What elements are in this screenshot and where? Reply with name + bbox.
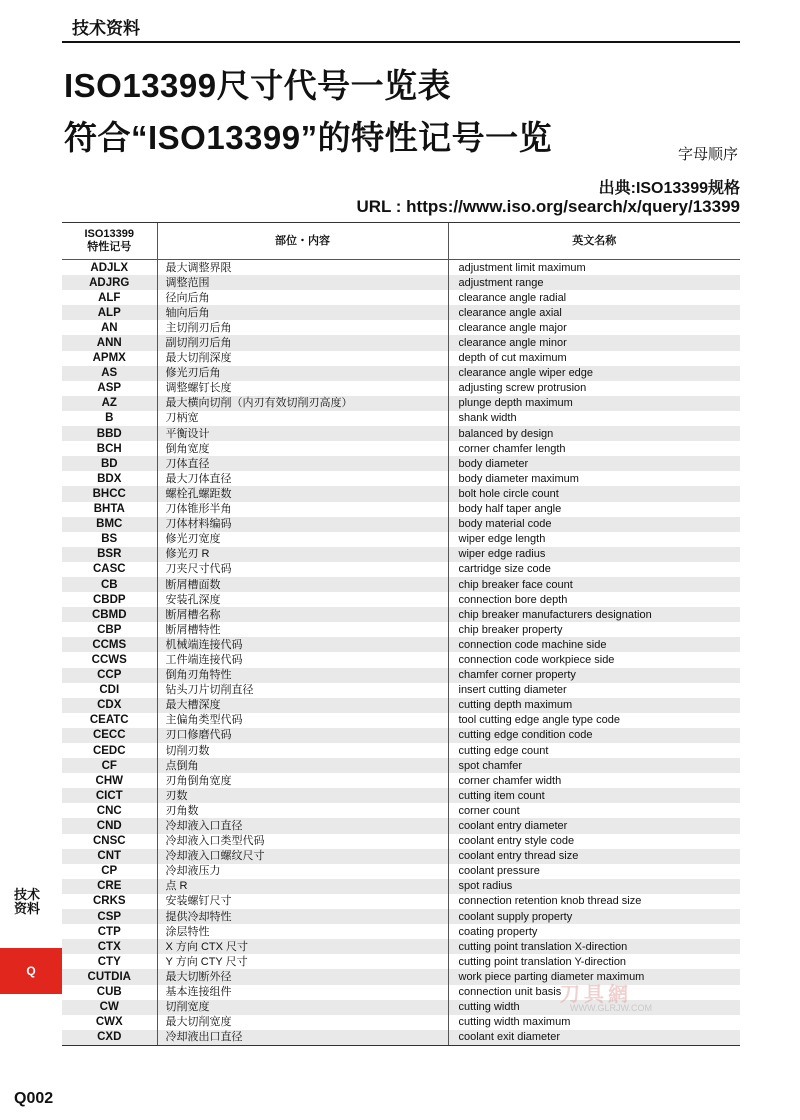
cell-code: CECC xyxy=(62,728,157,743)
table-row xyxy=(62,622,740,637)
cell-part: 涂层特性 xyxy=(157,924,448,939)
cell-code: CWX xyxy=(95,1016,123,1029)
cell-english: cutting width xyxy=(448,1000,740,1015)
cell-code: CBP xyxy=(97,623,122,636)
table-row xyxy=(62,426,740,441)
cell-part: 倒角宽度 xyxy=(157,441,448,456)
table-row xyxy=(62,290,740,305)
header-code-line1: ISO13399 xyxy=(84,228,135,240)
cell-english: clearance angle axial xyxy=(448,305,740,320)
cell-part: 刀柄宽 xyxy=(157,411,448,426)
cell-english: connection code machine side xyxy=(448,637,740,652)
table-row xyxy=(62,381,740,396)
cell-english: cutting edge count xyxy=(448,743,740,758)
cell-part: 最大横向切削（内刃有效切削刃高度） xyxy=(157,396,448,411)
cell-code: CICT xyxy=(62,788,157,803)
cell-english: connection retention knob thread size xyxy=(448,894,740,909)
cell-english: cutting edge condition code xyxy=(448,728,740,743)
cell-code: B xyxy=(105,412,114,425)
cell-part: 副切削刃后角 xyxy=(157,335,448,350)
cell-part: 修光刃后角 xyxy=(157,366,448,381)
cell-part: 点倒角 xyxy=(157,758,448,773)
cell-english: adjusting screw protrusion xyxy=(448,381,740,396)
cell-code: ALF xyxy=(98,291,121,304)
cell-code: CND xyxy=(62,818,157,833)
cell-part: 冷却液入口直径 xyxy=(157,818,448,833)
table-row xyxy=(62,1030,740,1045)
cell-code: BD xyxy=(62,456,157,471)
table-row xyxy=(62,969,740,984)
cell-english: clearance angle radial xyxy=(448,290,740,305)
cell-english: connection code workpiece side xyxy=(448,652,740,667)
cell-part: 修光刃宽度 xyxy=(157,532,448,547)
cell-code: CEATC xyxy=(89,714,129,727)
cell-part: 最大切削深度 xyxy=(157,351,448,366)
cell-part: 最大切断外径 xyxy=(157,969,448,984)
cell-english: coolant supply property xyxy=(448,909,740,924)
cell-english: corner count xyxy=(448,803,740,818)
cell-part: 刃数 xyxy=(157,788,448,803)
table-row xyxy=(62,275,740,290)
cell-code: AZ xyxy=(62,396,157,411)
cell-code: ADJRG xyxy=(62,275,157,290)
table-row xyxy=(62,502,740,517)
cell-english: tool cutting edge angle type code xyxy=(448,713,740,728)
order-note: 字母顺序 xyxy=(677,146,738,163)
cell-english: coolant entry style code xyxy=(448,834,740,849)
cell-english: body diameter xyxy=(448,456,740,471)
cell-part: X 方向 CTX 尺寸 xyxy=(157,939,448,954)
table-row xyxy=(62,547,740,562)
cell-part: Y 方向 CTY 尺寸 xyxy=(157,954,448,969)
cell-english: depth of cut maximum xyxy=(448,351,740,366)
cell-part: 冷却液出口直径 xyxy=(157,1030,448,1045)
cell-english: coolant pressure xyxy=(448,864,740,879)
cell-code: CDI xyxy=(99,684,120,697)
cell-code: CCP xyxy=(62,668,157,683)
cell-part: 调整范围 xyxy=(157,275,448,290)
table-row xyxy=(62,486,740,501)
table-row xyxy=(62,698,740,713)
cell-english: body material code xyxy=(448,517,740,532)
cell-part: 刀体锥形半角 xyxy=(157,502,448,517)
cell-code: CB xyxy=(62,577,157,592)
header-part: 部位・内容 xyxy=(157,223,448,260)
cell-english: shank width xyxy=(448,411,740,426)
cell-english: cutting point translation X-direction xyxy=(448,939,740,954)
table-row xyxy=(62,351,740,366)
table-row xyxy=(62,396,740,411)
table-row xyxy=(62,366,740,381)
cell-part: 最大刀体直径 xyxy=(157,471,448,486)
page-number: Q002 xyxy=(14,1090,54,1107)
table-header-row xyxy=(62,223,740,260)
table-row xyxy=(62,743,740,758)
cell-part: 切削宽度 xyxy=(157,1000,448,1015)
sidebar-tab-q[interactable]: Q xyxy=(0,948,62,994)
table-row xyxy=(62,668,740,683)
cell-part: 冷却液入口螺纹尺寸 xyxy=(157,849,448,864)
cell-code: ALP xyxy=(62,305,157,320)
table-row xyxy=(62,954,740,969)
cell-english: connection unit basis xyxy=(448,985,740,1000)
cell-code: CASC xyxy=(92,563,126,576)
table-row xyxy=(62,305,740,320)
cell-english: chip breaker property xyxy=(448,622,740,637)
cell-part: 主切削刃后角 xyxy=(157,320,448,335)
table-row xyxy=(62,456,740,471)
cell-part: 刀夹尺寸代码 xyxy=(157,562,448,577)
cell-english: work piece parting diameter maximum xyxy=(448,969,740,984)
cell-part: 刀体材料编码 xyxy=(157,517,448,532)
characteristics-table xyxy=(62,222,740,1046)
cell-code: ADJLX xyxy=(90,261,129,274)
cell-code: CTP xyxy=(97,925,121,938)
cell-english: cutting depth maximum xyxy=(448,698,740,713)
cell-code: CBDP xyxy=(92,593,126,606)
table-row xyxy=(62,773,740,788)
cell-code: CW xyxy=(62,1000,157,1015)
cell-english: clearance angle minor xyxy=(448,335,740,350)
cell-english: balanced by design xyxy=(448,426,740,441)
cell-code: CNT xyxy=(62,849,157,864)
cell-code: CCWS xyxy=(91,653,127,666)
cell-code: CUB xyxy=(96,986,122,999)
cell-code: BBD xyxy=(62,426,157,441)
table-row xyxy=(62,713,740,728)
cell-english: cutting width maximum xyxy=(448,1015,740,1030)
table-row xyxy=(62,411,740,426)
cell-part: 工件端连接代码 xyxy=(157,652,448,667)
cell-code: CEDC xyxy=(92,744,126,757)
cell-part: 刃口修磨代码 xyxy=(157,728,448,743)
table-row xyxy=(62,939,740,954)
cell-code: ASP xyxy=(97,382,122,395)
source-note: 出典:ISO13399规格 xyxy=(598,180,740,197)
table-row xyxy=(62,849,740,864)
table-row xyxy=(62,909,740,924)
cell-code: BMC xyxy=(62,517,157,532)
cell-code: APMX xyxy=(92,352,126,365)
header-code-line2: 特性记号 xyxy=(87,241,132,253)
cell-part: 径向后角 xyxy=(157,290,448,305)
table-row xyxy=(62,652,740,667)
table-row xyxy=(62,471,740,486)
cell-code: AS xyxy=(62,366,157,381)
cell-english: coating property xyxy=(448,924,740,939)
cell-code: CTY xyxy=(97,955,121,968)
table-row xyxy=(62,1015,740,1030)
cell-part: 基本连接组件 xyxy=(157,985,448,1000)
cell-english: chamfer corner property xyxy=(448,668,740,683)
cell-part: 点 R xyxy=(157,879,448,894)
cell-english: chip breaker manufacturers designation xyxy=(448,607,740,622)
header-english: 英文名称 xyxy=(448,223,740,260)
cell-english: cutting item count xyxy=(448,788,740,803)
cell-part: 机械端连接代码 xyxy=(157,637,448,652)
table-row xyxy=(62,532,740,547)
table-body xyxy=(62,260,740,1045)
table-row xyxy=(62,592,740,607)
table-row xyxy=(62,517,740,532)
cell-code: BS xyxy=(101,533,118,546)
cell-code: CBMD xyxy=(62,607,157,622)
cell-english: clearance angle wiper edge xyxy=(448,366,740,381)
table-row xyxy=(62,894,740,909)
table-row xyxy=(62,607,740,622)
table-row xyxy=(62,803,740,818)
cell-part: 冷却液入口类型代码 xyxy=(157,834,448,849)
cell-code: CSP xyxy=(62,909,157,924)
table-row xyxy=(62,260,740,276)
cell-part: 轴向后角 xyxy=(157,305,448,320)
cell-part: 切削刃数 xyxy=(157,743,448,758)
cell-code: AN xyxy=(100,321,118,334)
table-row xyxy=(62,924,740,939)
cell-code: BSR xyxy=(62,547,157,562)
table-row xyxy=(62,818,740,833)
cell-code: CCMS xyxy=(62,637,157,652)
cell-part: 提供冷却特性 xyxy=(157,909,448,924)
table-row xyxy=(62,728,740,743)
cell-code: CRKS xyxy=(92,895,126,908)
cell-english: body half taper angle xyxy=(448,502,740,517)
cell-english: wiper edge radius xyxy=(448,547,740,562)
cell-english: body diameter maximum xyxy=(448,471,740,486)
cell-code: CUTDIA xyxy=(62,969,157,984)
cell-code: CHW xyxy=(95,774,123,787)
cell-english: plunge depth maximum xyxy=(448,396,740,411)
page-title: ISO13399尺寸代号一览表 xyxy=(64,67,452,104)
cell-part: 刀体直径 xyxy=(157,456,448,471)
table-row xyxy=(62,864,740,879)
cell-code: BHCC xyxy=(62,486,157,501)
cell-code: ANN xyxy=(62,335,157,350)
table-row xyxy=(62,335,740,350)
cell-english: bolt hole circle count xyxy=(448,486,740,501)
table-row xyxy=(62,441,740,456)
top-divider xyxy=(62,41,740,43)
cell-part: 钻头刀片切削直径 xyxy=(157,683,448,698)
cell-english: connection bore depth xyxy=(448,592,740,607)
table-row xyxy=(62,758,740,773)
cell-part: 调整螺钉长度 xyxy=(157,381,448,396)
table-row xyxy=(62,637,740,652)
cell-part: 修光刃 R xyxy=(157,547,448,562)
cell-english: spot chamfer xyxy=(448,758,740,773)
cell-english: insert cutting diameter xyxy=(448,683,740,698)
cell-part: 螺栓孔螺距数 xyxy=(157,486,448,501)
cell-part: 断屑槽面数 xyxy=(157,577,448,592)
page-subtitle: 符合“ISO13399”的特性记号一览 xyxy=(64,119,553,156)
sidebar-label: 技术资料 xyxy=(14,887,41,916)
cell-code: CDX xyxy=(62,698,157,713)
watermark-url: WWW.GLRJW.COM xyxy=(570,1003,652,1013)
cell-code: CXD xyxy=(62,1030,157,1045)
source-url: URL : https://www.iso.org/search/x/query/13399 xyxy=(356,197,740,216)
table-row xyxy=(62,683,740,698)
cell-part: 冷却液压力 xyxy=(157,864,448,879)
cell-code: BCH xyxy=(96,442,122,455)
table-row xyxy=(62,788,740,803)
cell-code: CF xyxy=(62,758,157,773)
cell-english: clearance angle major xyxy=(448,320,740,335)
cell-english: cutting point translation Y-direction xyxy=(448,954,740,969)
table-row xyxy=(62,879,740,894)
cell-part: 主偏角类型代码 xyxy=(157,713,448,728)
cell-english: coolant exit diameter xyxy=(448,1030,740,1045)
cell-code: CNSC xyxy=(92,835,126,848)
cell-code: BDX xyxy=(97,472,122,485)
cell-part: 最大槽深度 xyxy=(157,698,448,713)
cell-english: adjustment range xyxy=(448,275,740,290)
cell-part: 最大切削宽度 xyxy=(157,1015,448,1030)
cell-english: adjustment limit maximum xyxy=(448,260,740,276)
watermark-logo: 刀具網 xyxy=(560,984,632,1006)
table-row xyxy=(62,562,740,577)
cell-part: 最大调整界限 xyxy=(157,260,448,276)
cell-part: 平衡设计 xyxy=(157,426,448,441)
cell-code: CTX xyxy=(62,939,157,954)
table-row xyxy=(62,320,740,335)
cell-part: 倒角刃角特性 xyxy=(157,668,448,683)
table-row xyxy=(62,577,740,592)
cell-english: cartridge size code xyxy=(448,562,740,577)
header-code xyxy=(62,223,157,260)
cell-english: corner chamfer width xyxy=(448,773,740,788)
cell-part: 安装孔深度 xyxy=(157,592,448,607)
cell-part: 安装螺钉尺寸 xyxy=(157,894,448,909)
cell-code: BHTA xyxy=(93,503,125,516)
cell-english: coolant entry diameter xyxy=(448,818,740,833)
cell-english: chip breaker face count xyxy=(448,577,740,592)
cell-part: 断屑槽特性 xyxy=(157,622,448,637)
cell-code: CRE xyxy=(62,879,157,894)
cell-part: 断屑槽名称 xyxy=(157,607,448,622)
cell-part: 刃角倒角宽度 xyxy=(157,773,448,788)
table-row xyxy=(62,985,740,1000)
table-row xyxy=(62,834,740,849)
cell-english: coolant entry thread size xyxy=(448,849,740,864)
cell-code: CNC xyxy=(96,804,122,817)
section-label: 技术资料 xyxy=(72,19,140,38)
cell-code: CP xyxy=(101,865,118,878)
cell-english: spot radius xyxy=(448,879,740,894)
cell-part: 刃角数 xyxy=(157,803,448,818)
cell-english: wiper edge length xyxy=(448,532,740,547)
cell-english: corner chamfer length xyxy=(448,441,740,456)
